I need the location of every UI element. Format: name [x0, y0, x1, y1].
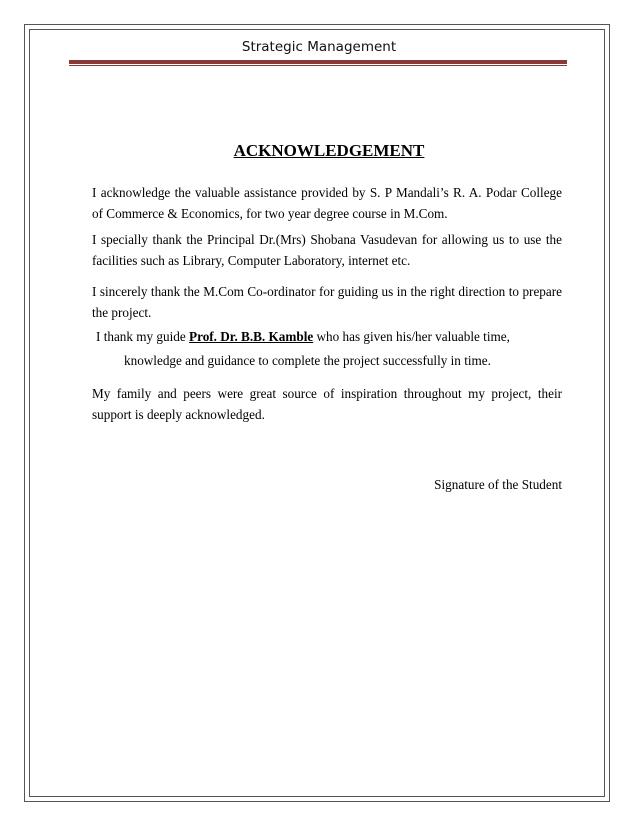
signature-label: Signature of the Student: [434, 477, 562, 492]
page-header: Strategic Management: [241, 39, 397, 55]
paragraph-2: I specially thank the Principal Dr.(Mrs) Shobana Vasudevan for allowing us to use the facilities such as Library, Computer Laboratory, internet etc.: [92, 232, 562, 268]
paragraph-4-after: who has given his/her valuable time,: [313, 329, 510, 344]
paragraph-1: I acknowledge the valuable assistance provided by S. P Mandali’s R. A. Podar College of Commerce & Economics, for two year degree course in M.Com.: [92, 185, 562, 221]
paragraph-3: I sincerely thank the M.Com Co-ordinator for guiding us in the right direction to prepare the project.: [92, 284, 562, 320]
paragraph-4: [96, 326, 562, 347]
paragraph-4-continued: knowledge and guidance to complete the project successfully in time.: [124, 353, 491, 368]
header-rule-thin: [69, 65, 567, 66]
guide-name: Prof. Dr. B.B. Kamble: [189, 329, 314, 344]
header-rule-thick: [69, 60, 567, 64]
paragraph-5: My family and peers were great source of inspiration throughout my project, their support is deeply acknowledged.: [92, 386, 562, 422]
document-title: ACKNOWLEDGEMENT: [233, 141, 425, 160]
paragraph-4-before: I thank my guide: [96, 329, 190, 344]
